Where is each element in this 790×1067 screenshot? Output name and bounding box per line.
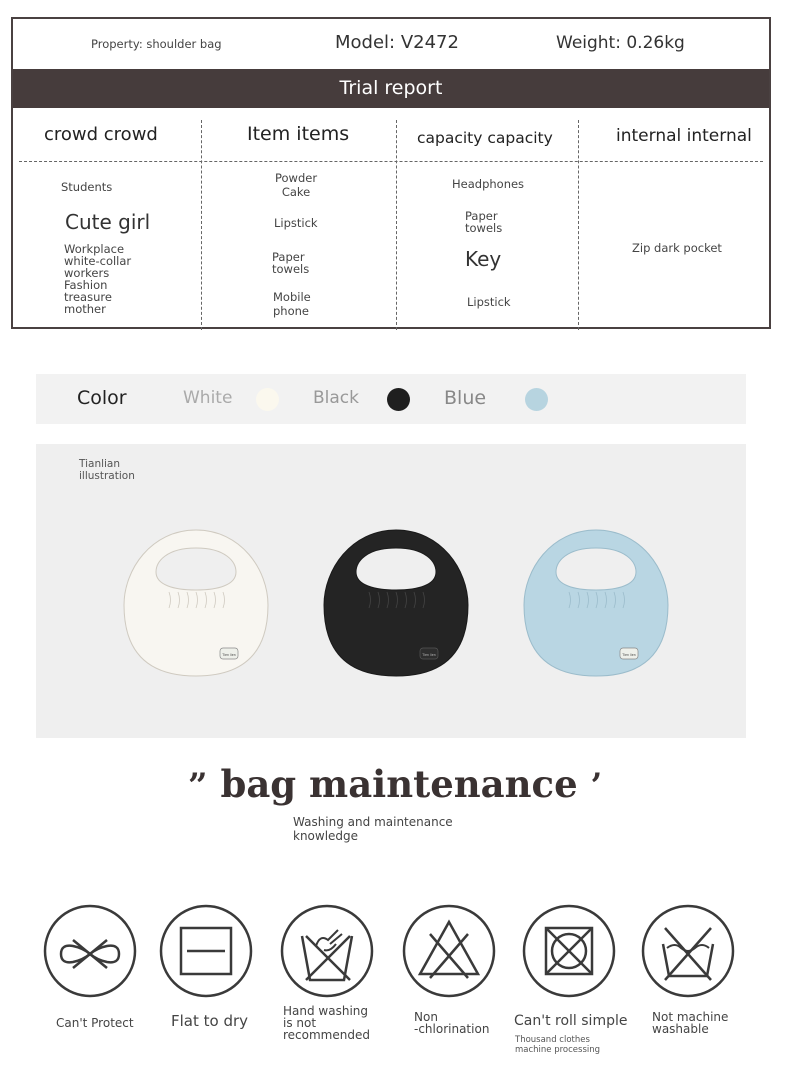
care-label-no-machine-wash: Not machine washable [652,1010,729,1036]
bag-logo-text: Tien lien [622,653,636,657]
no-tumble-icon [522,904,616,998]
crowd-cute-girl: Cute girl [65,210,151,234]
care-label-no-iron: Can't Protect [56,1016,134,1030]
care-sublabel-no-tumble: Thousand clothes machine processing [515,1035,601,1055]
crowd-students: Students [61,180,113,194]
swatch-blue [525,388,548,411]
model-text: Model: V2472 [335,32,459,53]
capacity-key: Key [465,247,502,271]
color-option-black: Black [313,388,359,408]
maintenance-title: ” bag maintenance ’ [188,762,603,806]
trial-report-table [11,17,771,329]
header-divider [19,161,763,162]
illustration-panel [36,444,746,738]
swatch-white [256,388,279,411]
crowd-workplace: Workplace white-collar workers [64,242,132,280]
no-bleach-icon [402,904,496,998]
bag-illustrations [36,444,746,738]
column-divider [578,120,579,330]
weight-text: Weight: 0.26kg [556,33,685,53]
illustration-caption: Tianlian illustration [79,458,135,482]
care-label-hand-wash: Hand washing is not recommended [283,1004,370,1042]
column-header-crowd: crowd crowd [44,124,158,145]
capacity-lipstick: Lipstick [467,295,511,309]
column-header-capacity: capacity capacity [417,129,553,147]
item-lipstick: Lipstick [274,216,318,230]
bag-blue [524,530,668,676]
color-options-strip [36,374,746,424]
bag-logo-text: Tien lien [422,653,436,657]
column-divider [396,120,397,330]
bag-black [324,530,468,676]
bag-logo-text: Tien lien [222,653,236,657]
crowd-fashion: Fashion treasure mother [64,278,112,316]
property-text: Property: shoulder bag [91,37,222,51]
capacity-paper-towels: Paper towels [465,209,503,235]
flat-dry-icon [159,904,253,998]
column-divider [201,120,202,330]
color-option-white: White [183,388,233,408]
no-machine-wash-icon [641,904,735,998]
item-paper-towels: Paper towels [272,250,310,276]
item-mobile-phone: Mobile phone [273,290,311,318]
care-label-flat-dry: Flat to dry [171,1012,249,1030]
hand-wash-icon [280,904,374,998]
maintenance-subtitle: Washing and maintenance knowledge [293,815,453,843]
care-label-no-tumble: Can't roll simple [514,1013,628,1029]
swatch-black [387,388,410,411]
trial-report-title: Trial report [13,69,769,108]
color-option-blue: Blue [444,387,487,409]
item-powder-cake: Powder Cake [275,171,318,199]
internal-zip-pocket: Zip dark pocket [632,241,722,255]
bag-white [124,530,268,676]
column-header-items: Item items [247,123,350,145]
color-label: Color [77,387,127,409]
capacity-headphones: Headphones [452,177,525,191]
no-iron-icon [43,904,137,998]
column-header-internal: internal internal [616,126,752,146]
care-label-no-bleach: Non -chlorination [414,1010,490,1036]
